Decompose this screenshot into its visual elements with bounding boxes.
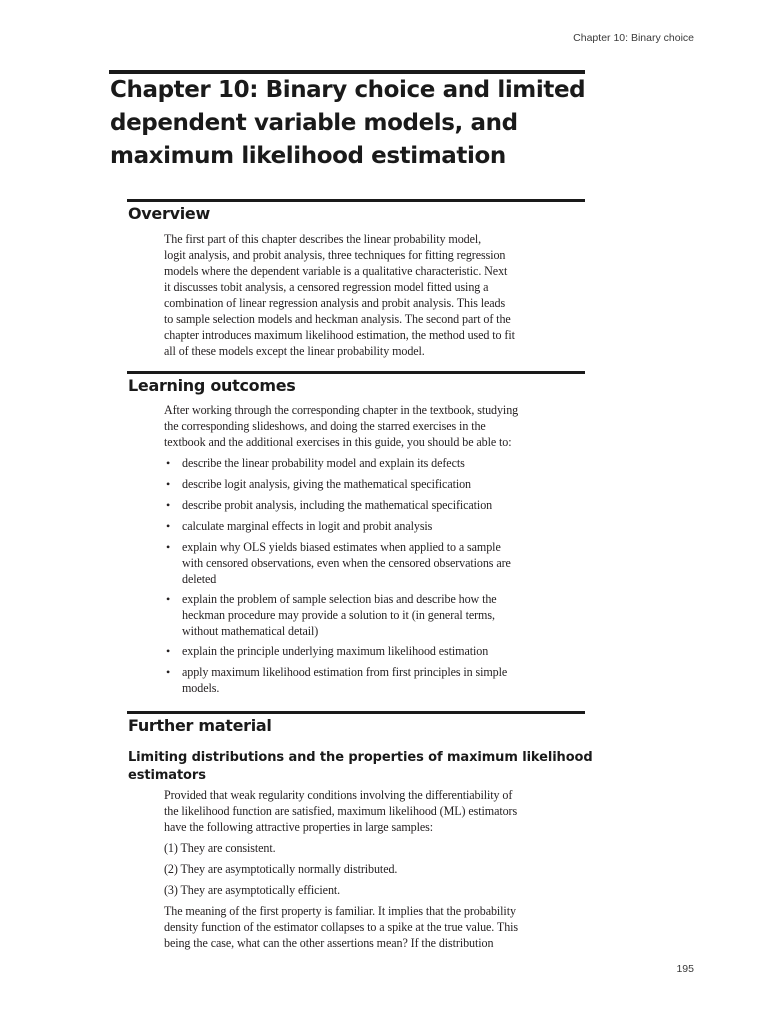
- paragraph-line: have the following attractive properties in large samples:: [164, 820, 434, 834]
- subheading-line: estimators: [128, 768, 206, 783]
- chapter-title: [110, 74, 586, 173]
- paragraph-line: combination of linear regression analysis and probit analysis. This leads: [164, 296, 506, 310]
- list-item-line: explain the problem of sample selection bias and describe how the: [182, 592, 497, 606]
- list-item-line: explain why OLS yields biased estimates when applied to a sample: [182, 540, 501, 554]
- paragraph-line: After working through the corresponding chapter in the textbook, studying: [164, 403, 519, 417]
- paragraph-line: logit analysis, and probit analysis, three techniques for fitting regression: [164, 248, 506, 262]
- list-item-line: models.: [182, 681, 220, 695]
- list-item-line: describe probit analysis, including the mathematical specification: [182, 498, 493, 512]
- further-material-intro: [164, 787, 590, 835]
- subheading-line: Limiting distributions and the properties of maximum likelihood: [128, 750, 593, 765]
- further-material-heading: Further material: [128, 716, 272, 735]
- paragraph-line: models where the dependent variable is a qualitative characteristic. Next: [164, 264, 508, 278]
- list-item-text: [182, 518, 590, 534]
- overview-paragraph: [164, 231, 590, 359]
- bullet-icon: •: [166, 592, 171, 606]
- learning-outcomes-heading: Learning outcomes: [128, 376, 296, 395]
- chapter-title-line: dependent variable models, and: [110, 110, 518, 136]
- property-item: (3) They are asymptotically efficient.: [164, 883, 341, 897]
- list-item-line: heckman procedure may provide a solution to it (in general terms,: [182, 608, 495, 622]
- list-item-text: [182, 643, 590, 659]
- property-item: (2) They are asymptotically normally distributed.: [164, 862, 398, 876]
- list-item-line: describe the linear probability model and explain its defects: [182, 456, 465, 470]
- further-material-rule: [127, 711, 585, 714]
- paragraph-line: it discusses tobit analysis, a censored regression model fitted using a: [164, 280, 489, 294]
- paragraph-line: Provided that weak regularity conditions involving the differentiability of: [164, 788, 513, 802]
- list-item-line: calculate marginal effects in logit and probit analysis: [182, 519, 433, 533]
- bullet-icon: •: [166, 498, 171, 512]
- list-item-line: deleted: [182, 572, 217, 586]
- paragraph-line: The meaning of the first property is familiar. It implies that the probability: [164, 904, 516, 918]
- list-item-line: explain the principle underlying maximum likelihood estimation: [182, 644, 489, 658]
- paragraph-line: the corresponding slideshows, and doing the starred exercises in the: [164, 419, 486, 433]
- limiting-distributions-subheading: [128, 749, 593, 785]
- chapter-title-line: maximum likelihood estimation: [110, 143, 506, 169]
- list-item-text: [182, 591, 590, 639]
- list-item-line: with censored observations, even when the censored observations are: [182, 556, 511, 570]
- paragraph-line: The first part of this chapter describes the linear probability model,: [164, 232, 482, 246]
- bullet-icon: •: [166, 665, 171, 679]
- list-item-text: [182, 664, 590, 696]
- learning-outcomes-intro: [164, 402, 590, 450]
- list-item-line: describe logit analysis, giving the mathematical specification: [182, 477, 471, 491]
- list-item-text: [182, 455, 590, 471]
- paragraph-line: being the case, what can the other assertions mean? If the distribution: [164, 936, 494, 950]
- property-item: (1) They are consistent.: [164, 841, 276, 855]
- bullet-icon: •: [166, 540, 171, 554]
- list-item-text: [182, 476, 590, 492]
- bullet-icon: •: [166, 519, 171, 533]
- list-item-text: [182, 539, 590, 587]
- bullet-icon: •: [166, 456, 171, 470]
- overview-rule: [127, 199, 585, 202]
- bullet-icon: •: [166, 644, 171, 658]
- bullet-icon: •: [166, 477, 171, 491]
- running-head: Chapter 10: Binary choice: [573, 32, 694, 44]
- list-item-text: [182, 497, 590, 513]
- overview-heading: Overview: [128, 204, 210, 223]
- page-number: 195: [676, 963, 694, 975]
- paragraph-line: the likelihood function are satisfied, maximum likelihood (ML) estimators: [164, 804, 518, 818]
- paragraph-line: all of these models except the linear probability model.: [164, 344, 425, 358]
- chapter-title-line: Chapter 10: Binary choice and limited: [110, 77, 586, 103]
- paragraph-line: textbook and the additional exercises in this guide, you should be able to:: [164, 435, 512, 449]
- list-item-line: apply maximum likelihood estimation from first principles in simple: [182, 665, 508, 679]
- learning-outcomes-rule: [127, 371, 585, 374]
- paragraph-line: to sample selection models and heckman analysis. The second part of the: [164, 312, 511, 326]
- paragraph-line: chapter introduces maximum likelihood estimation, the method used to fit: [164, 328, 515, 342]
- paragraph-line: density function of the estimator collapses to a spike at the true value. This: [164, 920, 519, 934]
- list-item-line: without mathematical detail): [182, 624, 319, 638]
- closing-paragraph: [164, 903, 590, 951]
